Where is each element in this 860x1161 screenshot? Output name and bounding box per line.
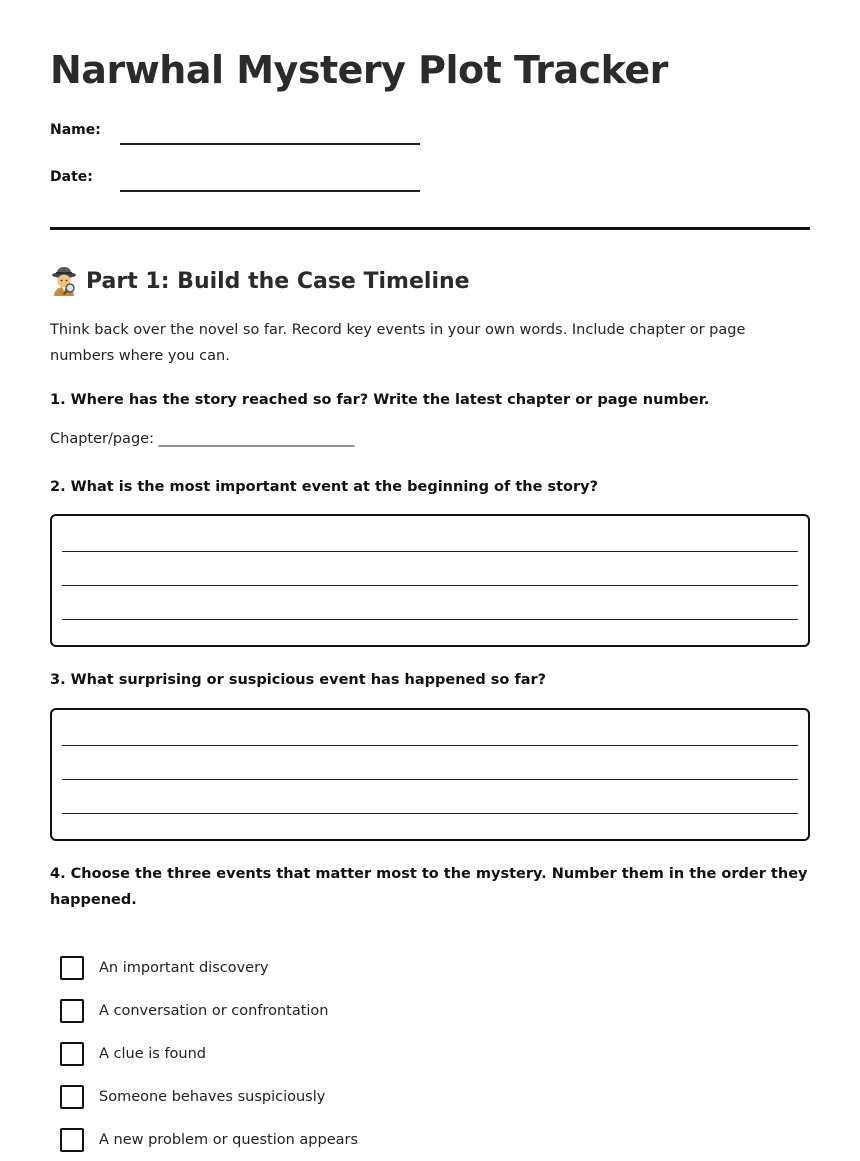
checklist-item[interactable]: [60, 1084, 325, 1110]
question-2-answer-box[interactable]: [50, 514, 810, 647]
checkbox[interactable]: [60, 999, 84, 1023]
checklist-item-label: An important discovery: [99, 960, 269, 976]
checklist-item-label: A clue is found: [99, 1046, 207, 1062]
header-divider: [50, 227, 810, 230]
section-intro: Think back over the novel so far. Record key events in your own words. Include chapter or page numbers where you can.: [50, 322, 746, 364]
question-3-answer-box[interactable]: [50, 708, 810, 841]
checkbox[interactable]: [60, 1085, 84, 1109]
checkbox[interactable]: [60, 1042, 84, 1066]
question-2: 2. What is the most important event at the beginning of the story?: [50, 479, 599, 495]
question-3: 3. What surprising or suspicious event has happened so far?: [50, 672, 547, 688]
checklist-item[interactable]: [60, 955, 269, 981]
checklist-item[interactable]: [60, 998, 328, 1024]
date-field[interactable]: [50, 169, 470, 199]
date-label: Date:: [50, 169, 93, 185]
checklist-item[interactable]: [60, 1041, 206, 1067]
answer-line: [62, 745, 798, 746]
name-label: Name:: [50, 122, 101, 138]
question-1: 1. Where has the story reached so far? Write the latest chapter or page number.: [50, 392, 710, 408]
checkbox[interactable]: [60, 956, 84, 980]
answer-line: [62, 585, 798, 586]
checklist-item[interactable]: [60, 1127, 358, 1153]
checklist-item-label: A conversation or confrontation: [99, 1003, 329, 1019]
answer-line: [62, 551, 798, 552]
name-field[interactable]: [50, 122, 470, 152]
date-input-line[interactable]: [120, 190, 420, 192]
question-4: 4. Choose the three events that matter most to the mystery. Number them in the order they happened.: [50, 866, 808, 908]
section-heading-text: Part 1: Build the Case Timeline: [86, 268, 470, 294]
name-input-line[interactable]: [120, 143, 420, 145]
detective-emoji-icon: [50, 266, 78, 296]
answer-line: [62, 619, 798, 620]
question-1-answer-prompt[interactable]: Chapter/page: ___________________________: [50, 431, 355, 447]
section-heading-part1: [50, 266, 470, 296]
checkbox[interactable]: [60, 1128, 84, 1152]
checklist-item-label: Someone behaves suspiciously: [99, 1089, 326, 1105]
page-title: Narwhal Mystery Plot Tracker: [50, 48, 668, 92]
checklist-item-label: A new problem or question appears: [99, 1132, 359, 1148]
answer-line: [62, 779, 798, 780]
answer-line: [62, 813, 798, 814]
